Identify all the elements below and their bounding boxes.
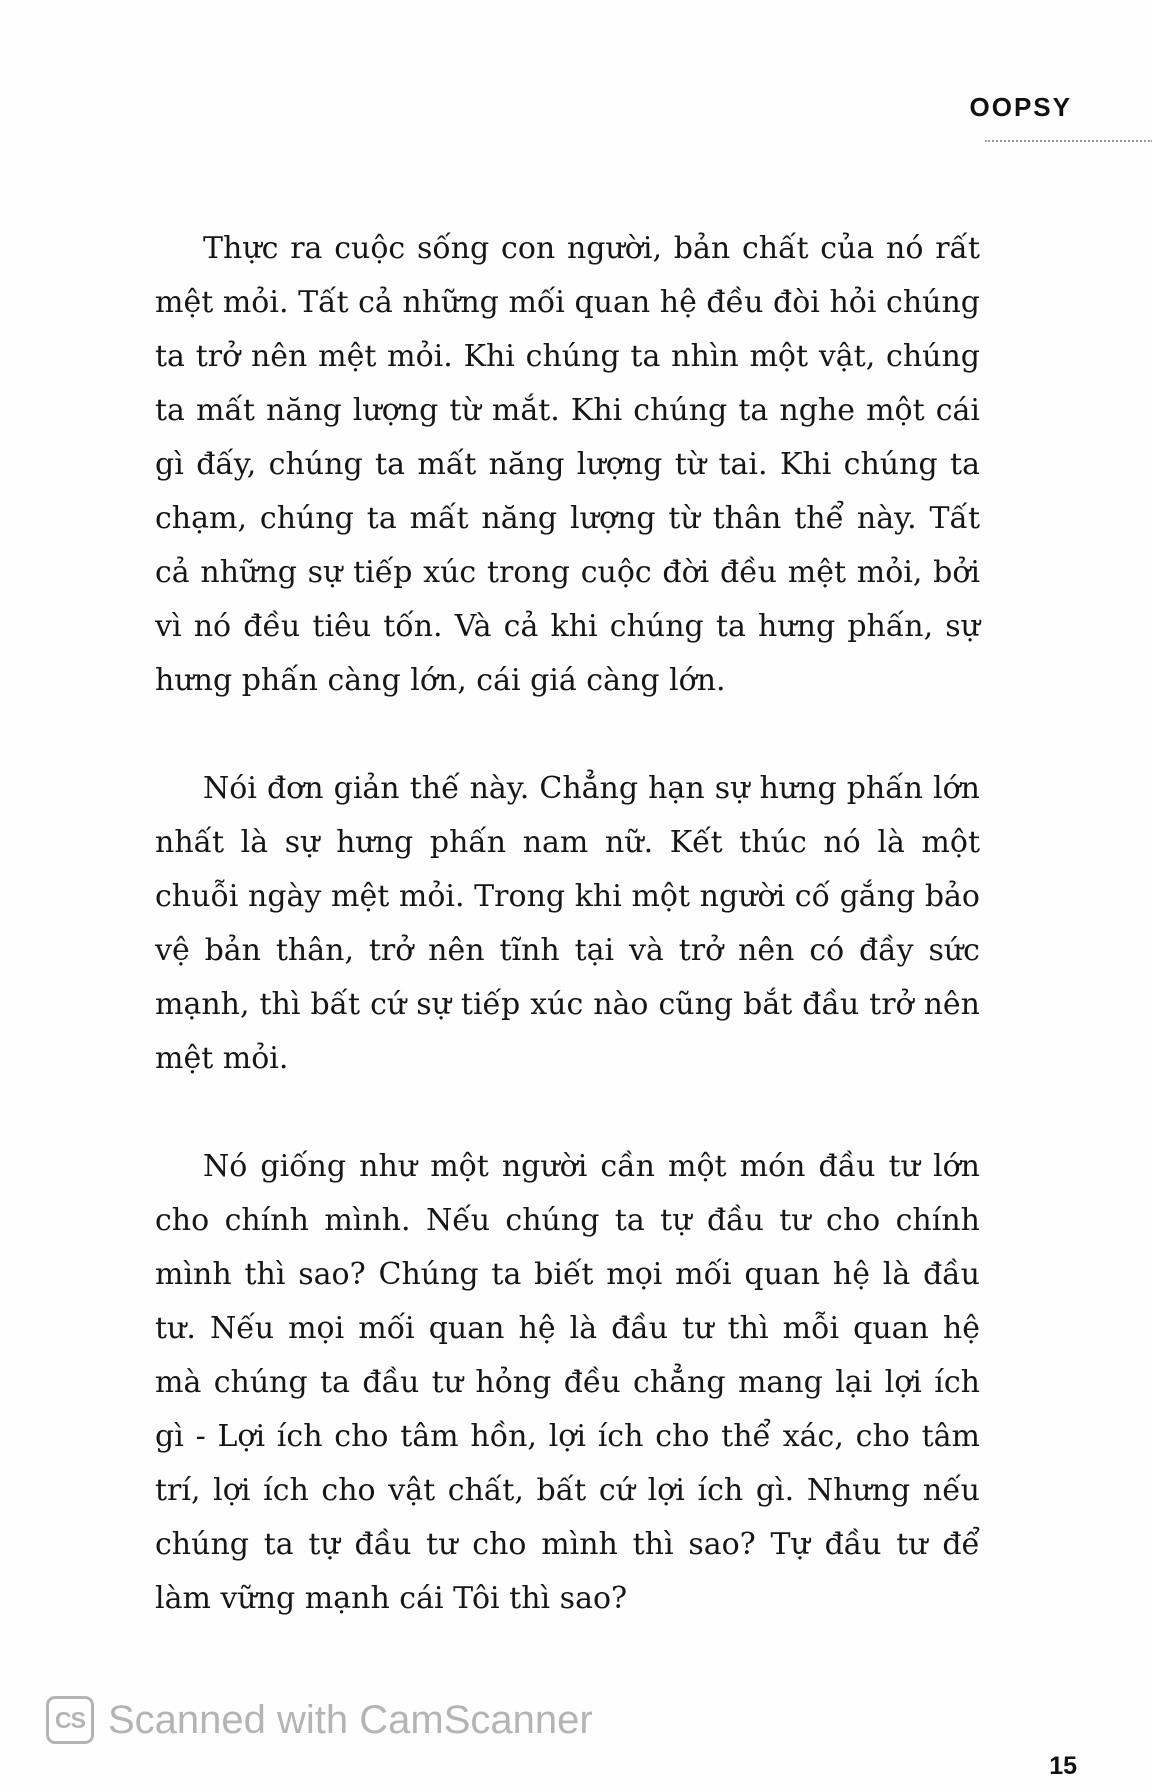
header-dotted-rule xyxy=(985,140,1152,142)
running-header: OOPSY xyxy=(969,92,1072,122)
camscanner-logo-icon: CS xyxy=(46,1696,94,1744)
camscanner-watermark xyxy=(46,1696,593,1744)
paragraph-1: Thực ra cuộc sống con người, bản chất của nó rất mệt mỏi. Tất cả những mối quan hệ đều đòi hỏi chúng ta trở nên mệt mỏi. Khi chúng ta nhìn một vật, chúng ta mất năng lượng từ mắt. Khi chúng ta nghe một cái gì đấy, chúng ta mất năng lượng từ tai. Khi chúng ta chạm, chúng ta mất năng lượng từ thân thể này. Tất cả những sự tiếp xúc trong cuộc đời đều mệt mỏi, bởi vì nó đều tiêu tốn. Và cả khi chúng ta hưng phấn, sự hưng phấn càng lớn, cái giá càng lớn. xyxy=(155,231,980,698)
paragraph-3: Nó giống như một người cần một món đầu tư lớn cho chính mình. Nếu chúng ta tự đầu tư cho chính mình thì sao? Chúng ta biết mọi mối quan hệ là đầu tư. Nếu mọi mối quan hệ là đầu tư thì mỗi quan hệ mà chúng ta đầu tư hỏng đều chẳng mang lại lợi ích gì - Lợi ích cho tâm hồn, lợi ích cho thể xác, cho tâm trí, lợi ích cho vật chất, bất cứ lợi ích gì. Nhưng nếu chúng ta tự đầu tư cho mình thì sao? Tự đầu tư để làm vững mạnh cái Tôi thì sao? xyxy=(155,1149,980,1616)
body-text xyxy=(155,222,980,1626)
watermark-text: Scanned with CamScanner xyxy=(108,1697,593,1742)
paragraph-2: Nói đơn giản thế này. Chẳng hạn sự hưng phấn lớn nhất là sự hưng phấn nam nữ. Kết thúc nó là một chuỗi ngày mệt mỏi. Trong khi một người cố gắng bảo vệ bản thân, trở nên tĩnh tại và trở nên có đầy sức mạnh, thì bất cứ sự tiếp xúc nào cũng bắt đầu trở nên mệt mỏi. xyxy=(155,771,980,1076)
page-number: 15 xyxy=(1049,1752,1077,1780)
